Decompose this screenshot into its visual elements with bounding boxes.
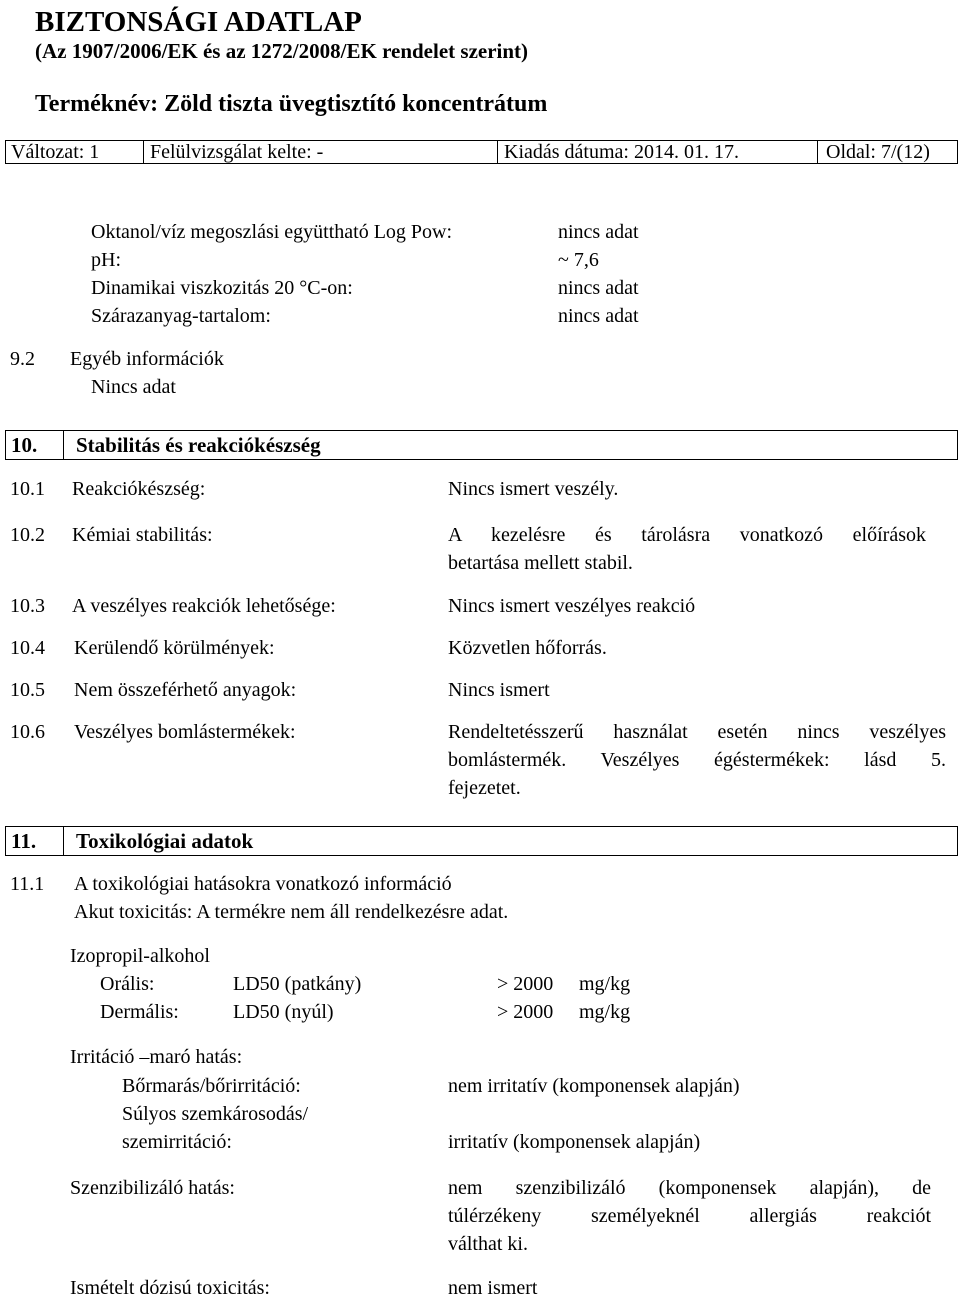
review-date-cell: Felülvizsgálat kelte: - <box>144 141 498 163</box>
item-value: Közvetlen hőforrás. <box>448 637 607 659</box>
substance-name: Izopropil-alkohol <box>70 945 210 967</box>
section-heading: Egyéb információk <box>70 348 224 370</box>
property-value: nincs adat <box>558 221 639 243</box>
ld-route: Dermális: <box>100 1001 179 1023</box>
property-value: nincs adat <box>558 277 639 299</box>
ld-route: Orális: <box>100 973 155 995</box>
item-value: Nincs ismert <box>448 679 550 701</box>
section-number: 10. <box>6 431 64 459</box>
sensitization-value: túlérzékeny személyeknél allergiás reakciót <box>448 1205 931 1227</box>
item-number: 10.1 <box>10 478 45 500</box>
eye-damage-value: irritatív (komponensek alapján) <box>448 1131 701 1153</box>
section-title: Toxikológiai adatok <box>76 829 254 853</box>
section-10-header <box>5 430 958 460</box>
section-text: Nincs adat <box>91 376 176 398</box>
document-info-bar <box>5 140 958 164</box>
item-label: Kémiai stabilitás: <box>72 524 213 546</box>
document-title: BIZTONSÁGI ADATLAP <box>35 6 362 38</box>
ld-unit: mg/kg <box>579 973 631 995</box>
property-label: Szárazanyag-tartalom: <box>91 305 271 327</box>
item-label: A veszélyes reakciók lehetősége: <box>72 595 336 617</box>
item-number: 10.5 <box>10 679 45 701</box>
issue-date-cell: Kiadás dátuma: 2014. 01. 17. <box>498 141 818 163</box>
section-number: 9.2 <box>10 348 35 370</box>
ld-test: LD50 (patkány) <box>233 973 362 995</box>
eye-damage-label: szemirritáció: <box>122 1131 232 1153</box>
acute-toxicity-text: Akut toxicitás: A termékre nem áll rendelkezésre adat. <box>74 901 509 923</box>
property-label: Dinamikai viszkozitás 20 °C-on: <box>91 277 353 299</box>
sensitization-value: nem szenzibilizáló (komponensek alapján), de <box>448 1177 931 1199</box>
section-number: 11. <box>6 827 64 855</box>
ld-value: > 2000 <box>497 973 554 995</box>
ld-unit: mg/kg <box>579 1001 631 1023</box>
item-value: fejezetet. <box>448 777 521 799</box>
property-label: Oktanol/víz megoszlási együttható Log Pow: <box>91 221 453 243</box>
repeated-dose-label: Ismételt dózisú toxicitás: <box>70 1277 270 1299</box>
item-number: 10.4 <box>10 637 45 659</box>
item-label: Reakciókészség: <box>72 478 206 500</box>
item-value: betartása mellett stabil. <box>448 552 633 574</box>
item-label: Nem összeférhető anyagok: <box>74 679 297 701</box>
irritation-heading: Irritáció –maró hatás: <box>70 1046 243 1068</box>
item-label: Veszélyes bomlástermékek: <box>74 721 296 743</box>
eye-damage-label: Súlyos szemkárosodás/ <box>122 1103 309 1125</box>
page-number-cell: Oldal: 7/(12) <box>826 141 930 163</box>
version-cell: Változat: 1 <box>6 141 144 163</box>
document-subtitle: (Az 1907/2006/EK és az 1272/2008/EK rendelet szerint) <box>35 39 529 63</box>
item-label: Kerülendő körülmények: <box>74 637 275 659</box>
skin-irritation-value: nem irritatív (komponensek alapján) <box>448 1075 740 1097</box>
item-number: 11.1 <box>10 873 45 895</box>
item-number: 10.3 <box>10 595 45 617</box>
property-value: nincs adat <box>558 305 639 327</box>
product-name: Terméknév: Zöld tiszta üvegtisztító koncentrátum <box>35 91 548 117</box>
item-value: Nincs ismert veszélyes reakció <box>448 595 696 617</box>
skin-irritation-label: Bőrmarás/bőrirritáció: <box>122 1075 301 1097</box>
sensitization-label: Szenzibilizáló hatás: <box>70 1177 235 1199</box>
item-value: Nincs ismert veszély. <box>448 478 619 500</box>
property-value: ~ 7,6 <box>558 249 599 271</box>
item-value: bomlástermék. Veszélyes égéstermékek: lásd 5. <box>448 749 946 771</box>
item-value: Rendeltetésszerű használat esetén nincs veszélyes <box>448 721 946 743</box>
sensitization-value: válthat ki. <box>448 1233 528 1255</box>
item-number: 10.6 <box>10 721 45 743</box>
item-number: 10.2 <box>10 524 45 546</box>
ld-value: > 2000 <box>497 1001 554 1023</box>
repeated-dose-value: nem ismert <box>448 1277 538 1299</box>
subsection-title: A toxikológiai hatásokra vonatkozó információ <box>74 873 452 895</box>
ld-test: LD50 (nyúl) <box>233 1001 334 1023</box>
property-label: pH: <box>91 249 121 271</box>
section-11-header <box>5 826 958 856</box>
item-value: A kezelésre és tárolásra vonatkozó előírások <box>448 524 926 546</box>
section-title: Stabilitás és reakciókészség <box>76 433 321 457</box>
